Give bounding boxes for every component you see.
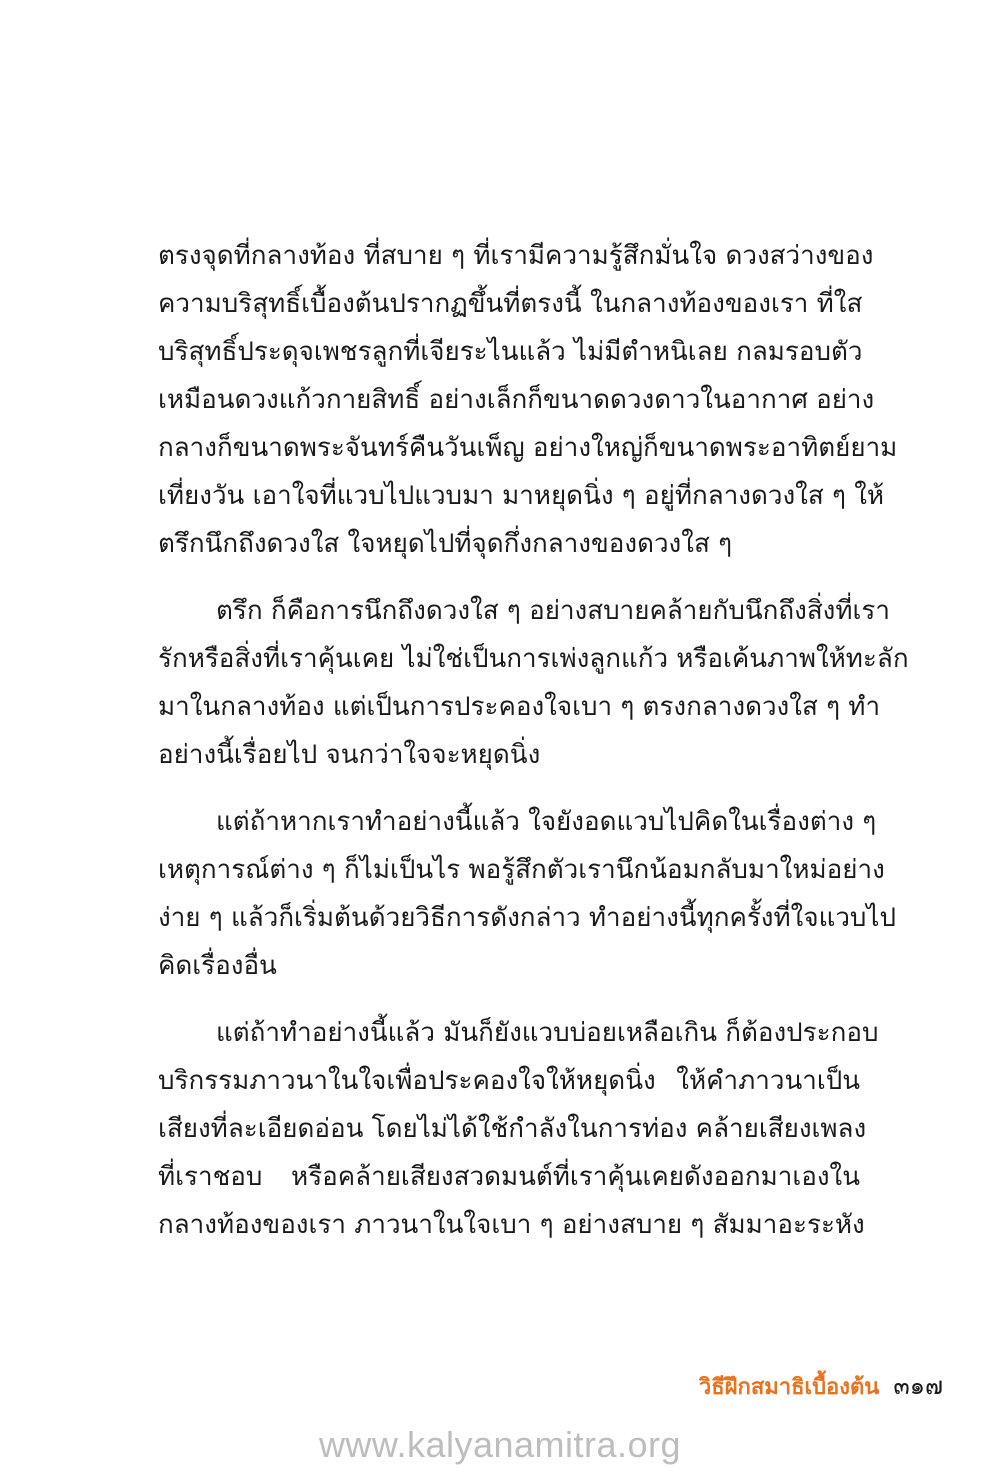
paragraph-1	[158, 232, 898, 568]
text-line: เสียงที่ละเอียดอ่อน โดยไม่ได้ใช้กำลังในการท่อง คล้ายเสียงเพลง	[158, 1114, 867, 1144]
text-line: ตรึก ก็คือการนึกถึงดวงใส ๆ อย่างสบายคล้ายกับนึกถึงสิ่งที่เรา	[216, 596, 890, 626]
text-line: คิดเรื่องอื่น	[158, 951, 277, 981]
text-line: บริกรรมภาวนาในใจเพื่อประคองใจให้หยุดนิ่ง ให้คำภาวนาเป็น	[158, 1066, 860, 1096]
text-line: ตรงจุดที่กลางท้อง ที่สบาย ๆ ที่เรามีความรู้สึกมั่นใจ ดวงสว่างของ	[158, 241, 874, 271]
page-footer	[699, 1366, 943, 1405]
text-line: ความบริสุทธิ์เบื้องต้นปรากฏขึ้นที่ตรงนี้ ในกลางท้องของเรา ที่ใส	[158, 289, 863, 319]
paragraph-2	[158, 587, 909, 779]
paragraph-3	[158, 798, 897, 990]
body-text	[158, 232, 909, 1268]
text-line: รักหรือสิ่งที่เราคุ้นเคย ไม่ใช่เป็นการเพ่งลูกแก้ว หรือเค้นภาพให้ทะลัก	[158, 644, 909, 674]
text-line: กลางก็ขนาดพระจันทร์คืนวันเพ็ญ อย่างใหญ่ก็ขนาดพระอาทิตย์ยาม	[158, 433, 898, 463]
text-line: เที่ยงวัน เอาใจที่แวบไปแวบมา มาหยุดนิ่ง ๆ อยู่ที่กลางดวงใส ๆ ให้	[158, 481, 885, 511]
text-line: อย่างนี้เรื่อยไป จนกว่าใจจะหยุดนิ่ง	[158, 740, 541, 770]
paragraph-4	[158, 1009, 879, 1249]
text-line: แต่ถ้าหากเราทำอย่างนี้แล้ว ใจยังอดแวบไปคิดในเรื่องต่าง ๆ	[216, 807, 877, 837]
text-line: ตรึกนึกถึงดวงใส ใจหยุดไปที่จุดกึ่งกลางของดวงใส ๆ	[158, 529, 733, 559]
text-line: มาในกลางท้อง แต่เป็นการประคองใจเบา ๆ ตรงกลางดวงใส ๆ ทำ	[158, 692, 881, 722]
text-line: ง่าย ๆ แล้วก็เริ่มต้นด้วยวิธีการดังกล่าว ทำอย่างนี้ทุกครั้งที่ใจแวบไป	[158, 903, 897, 933]
text-line: บริสุทธิ์ประดุจเพชรลูกที่เจียระไนแล้ว ไม่มีตำหนิเลย กลมรอบตัว	[158, 337, 863, 367]
text-line: ที่เราชอบ หรือคล้ายเสียงสวดมนต์ที่เราคุ้นเคยดังออกมาเองใน	[158, 1162, 860, 1192]
page-number: ๓๑๗	[893, 1372, 943, 1400]
text-line: กลางท้องของเรา ภาวนาในใจเบา ๆ อย่างสบาย ๆ สัมมาอะระหัง	[158, 1210, 865, 1240]
text-line: แต่ถ้าทำอย่างนี้แล้ว มันก็ยังแวบบ่อยเหลือเกิน ก็ต้องประกอบ	[216, 1018, 879, 1048]
website-watermark: www.kalyanamitra.org	[318, 1424, 682, 1465]
text-line: เหตุการณ์ต่าง ๆ ก็ไม่เป็นไร พอรู้สึกตัวเรานึกน้อมกลับมาใหม่อย่าง	[158, 855, 885, 885]
text-line: เหมือนดวงแก้วกายสิทธิ์ อย่างเล็กก็ขนาดดวงดาวในอากาศ อย่าง	[158, 385, 875, 415]
book-title: วิธีฝึกสมาธิเบื้องต้น	[698, 1375, 880, 1400]
